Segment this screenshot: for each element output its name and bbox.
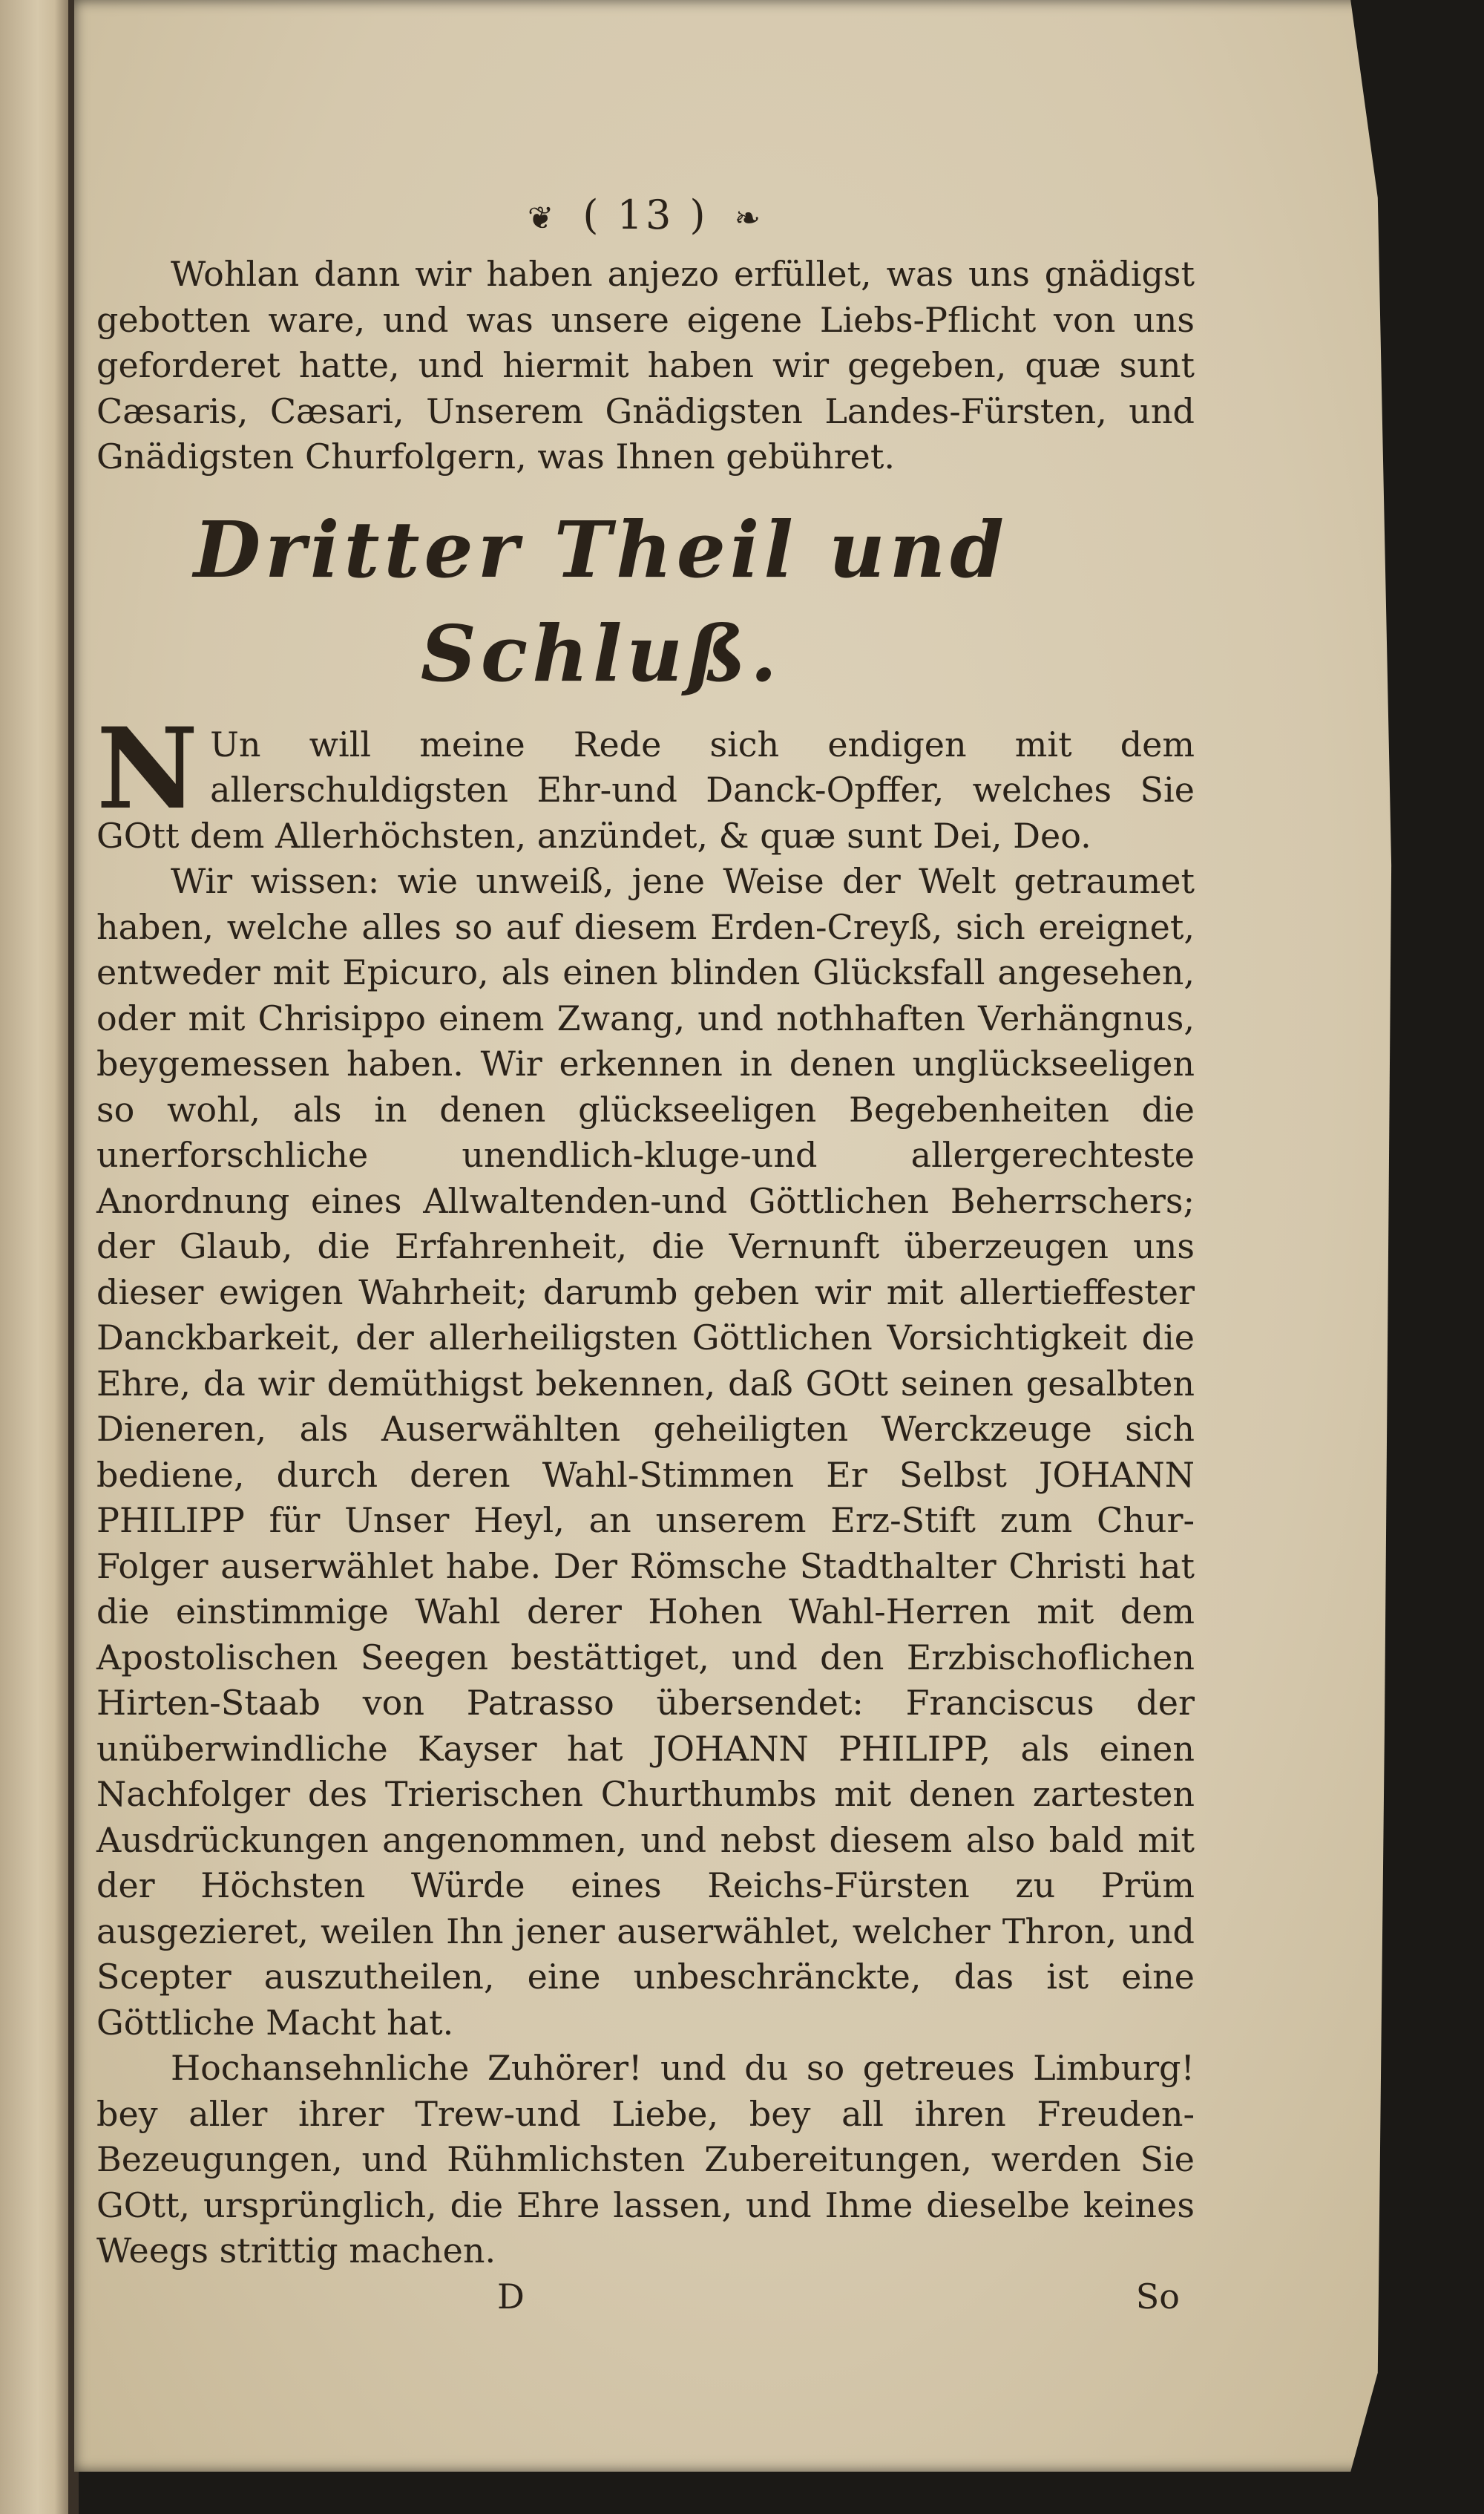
ornament-right-icon: ❧ <box>734 200 764 236</box>
paragraph-intro: Wohlan dann wir haben anjezo erfüllet, was uns gnädigst gebotten ware, und was unsere eigene Liebs-Pflicht von uns geforderet hatte, und hiermit haben wir gegeben, quæ sunt Cæsaris, Cæsari, Unserem Gnädigsten Landes-Fürsten, und Gnädigsten Churfolgern, was Ihnen gebühret. <box>96 254 1195 477</box>
page-text <box>96 189 1195 2320</box>
paragraph-1-text: Un will meine Rede sich endigen mit dem allerschuldigsten Ehr-und Danck-Opffer, welches Sie GOtt dem Allerhöchsten, anzündet, & quæ sunt Dei, Deo. <box>96 724 1195 856</box>
page-number: ( 13 ) <box>582 192 709 238</box>
section-title: Dritter Theil und Schluß. <box>193 503 1009 699</box>
ornament-left-icon: ❦ <box>528 200 557 236</box>
page-header <box>96 189 1195 244</box>
paragraph-1 <box>96 703 1195 860</box>
paragraph-3: Hochansehnliche Zuhörer! und du so getreues Limburg! bey aller ihrer Trew-und Liebe, bey all ihren Freuden-Bezeugungen, und Rühmlichsten Zubereitungen, werden Sie GOtt, ursprünglich, die Ehre lassen, und Ihme dieselbe keines Weegs strittig machen. <box>96 2048 1195 2271</box>
page-footer <box>96 2274 1195 2320</box>
dropcap: N <box>96 703 199 834</box>
paragraph-2: Wir wissen: wie unweiß, jene Weise der Welt getraumet haben, welche alles so auf diesem Erden-Creyß, sich ereignet, entweder mit Epicuro, als einen blinden Glücksfall angesehen, oder mit Chrisippo einem Zwang, und nothhaften Verhängnus, beygemessen haben. Wir erkennen in denen unglückseeligen so wohl, als in denen glückseeligen Begebenheiten die unerforschliche unendlich-kluge-und allergerechteste Anordnung eines Allwaltenden-und Göttlichen Beherrschers; der Glaub, die Erfahrenheit, die Vernunft überzeugen uns dieser ewigen Wahrheit; darumb geben wir mit allertieffester Danckbarkeit, der allerheiligsten Göttlichen Vorsichtigkeit die Ehre, da wir demüthigst bekennen, daß GOtt seinen gesalbten Dieneren, als Auserwählten geheiligten Werckzeuge sich bediene, durch deren Wahl-Stimmen Er Selbst JOHANN PHILIPP für Unser Heyl, an unserem Erz-Stift zum Chur-Folger auserwählet habe. Der Römsche Stadthalter Christi hat die einstimmige Wahl derer Hohen Wahl-Herren mit dem Apostolischen Seegen bestättiget, und den Erzbischoflichen Hirten-Staab von Patrasso übersendet: Franciscus der unüberwindliche Kayser hat JOHANN PHILIPP, als einen Nachfolger des Trierischen Churthumbs mit denen zartesten Ausdrückungen angenommen, und nebst diesem also bald mit der Höchsten Würde eines Reichs-Fürsten zu Prüm ausgezieret, weilen Ihn jener auserwählet, welcher Thron, und Scepter auszutheilen, eine unbeschränckte, das ist eine Göttliche Macht hat. <box>96 861 1195 2043</box>
previous-page-edge <box>0 0 68 2514</box>
catchword: So <box>1135 2276 1180 2317</box>
signature-mark: D <box>497 2276 525 2317</box>
